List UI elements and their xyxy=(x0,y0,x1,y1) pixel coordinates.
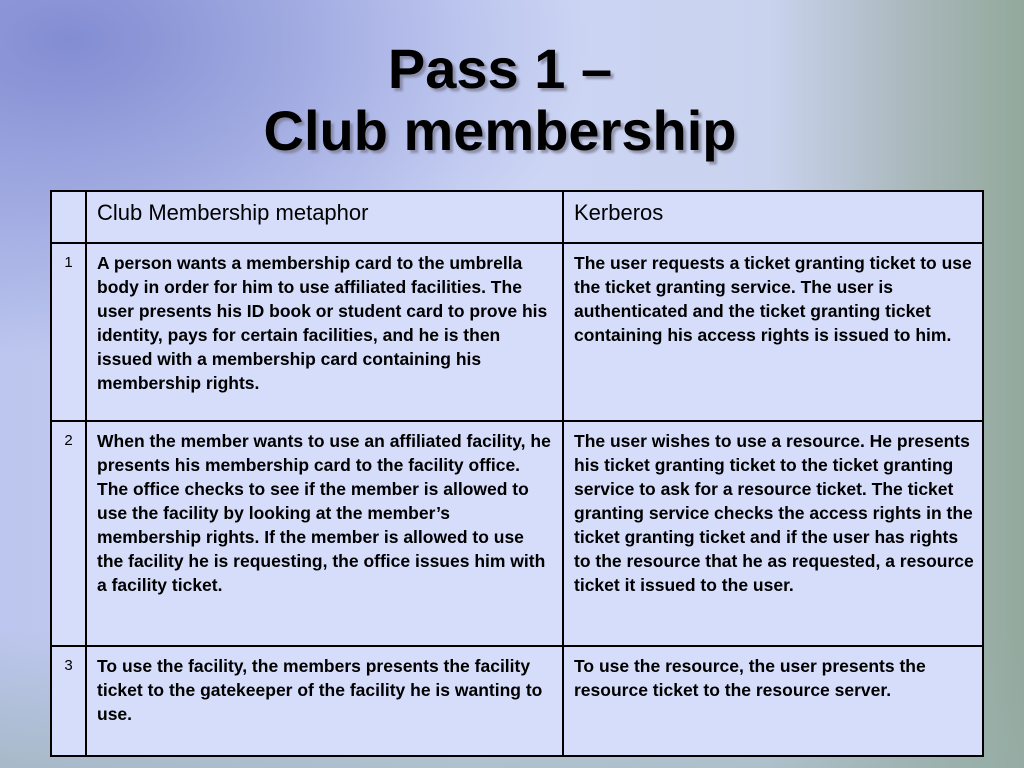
kerberos-cell: The user requests a ticket granting ticket to use the ticket granting service. The user is authenticated and the ticket granting ticket containing his access rights is issued to him. xyxy=(563,243,983,421)
kerberos-cell: The user wishes to use a resource. He presents his ticket granting ticket to the ticket granting service to ask for a resource ticket. The ticket granting service checks the access rights in the ticket granting ticket and if the user has rights to the resource that he as requested, a resource ticket it issued to the user. xyxy=(563,421,983,646)
club-metaphor-cell: A person wants a membership card to the umbrella body in order for him to use affiliated facilities. The user presents his ID book or student card to prove his identity, pays for certain facilities, and he is then issued with a membership card containing his membership rights. xyxy=(86,243,563,421)
header-cell-kerberos: Kerberos xyxy=(563,191,983,243)
table-header-row xyxy=(51,191,983,243)
club-metaphor-cell: To use the facility, the members presents the facility ticket to the gatekeeper of the facility he is wanting to use. xyxy=(86,646,563,756)
header-cell-club-metaphor: Club Membership metaphor xyxy=(86,191,563,243)
header-cell-number xyxy=(51,191,86,243)
slide-title-line-2: Club membership xyxy=(263,99,737,162)
club-metaphor-cell: When the member wants to use an affiliated facility, he presents his membership card to the facility office. The office checks to see if the member is allowed to use the facility by looking at the member’s membership rights. If the member is allowed to use the facility he is requesting, the office issues him with a facility ticket. xyxy=(86,421,563,646)
comparison-table xyxy=(50,190,984,757)
row-number-cell: 3 xyxy=(51,646,86,756)
kerberos-cell: To use the resource, the user presents the resource ticket to the resource server. xyxy=(563,646,983,756)
slide-title-line-1: Pass 1 – xyxy=(387,37,613,100)
table-row xyxy=(51,243,983,421)
slide-title xyxy=(0,38,1000,162)
row-number-cell: 2 xyxy=(51,421,86,646)
table-row xyxy=(51,421,983,646)
row-number-cell: 1 xyxy=(51,243,86,421)
table-row xyxy=(51,646,983,756)
